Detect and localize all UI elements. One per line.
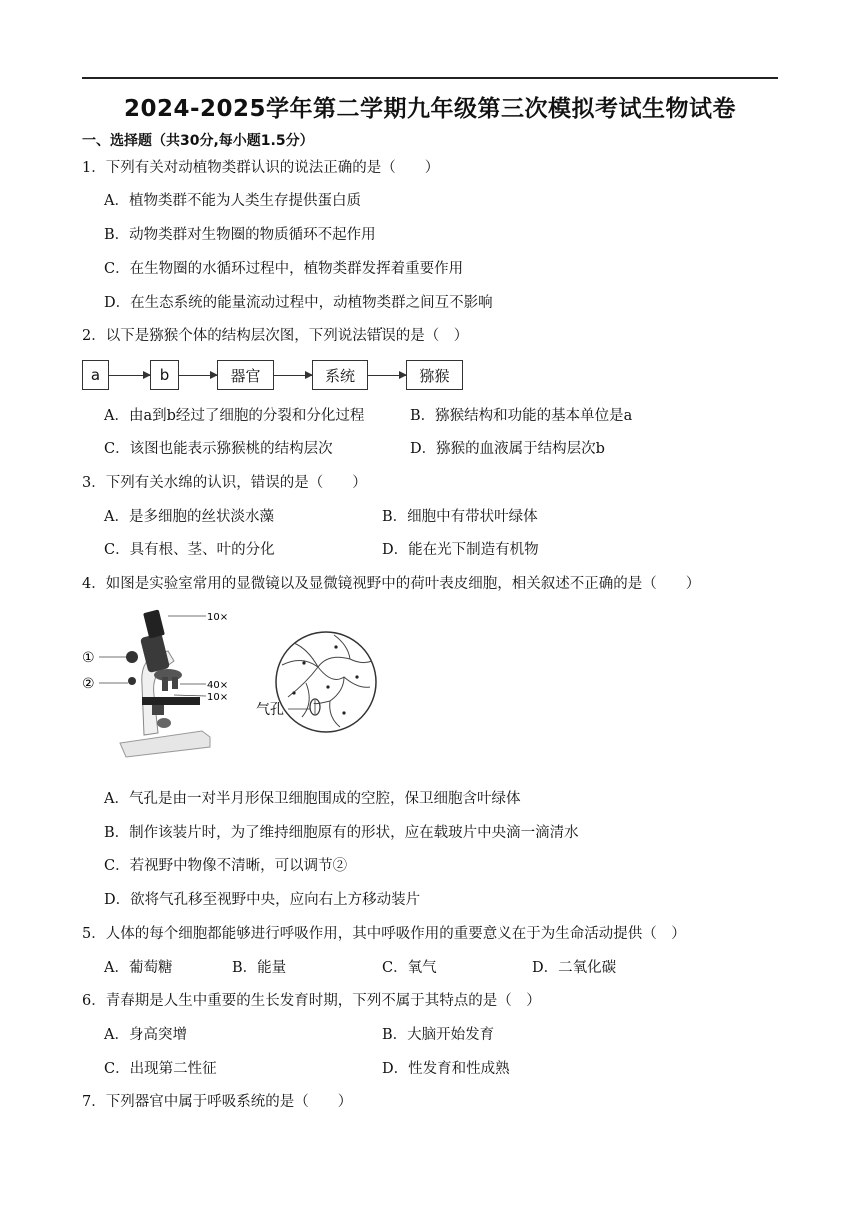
q2-stem-pre: 2．以下是猕猴个体的结构层次图，下列说法 bbox=[82, 328, 367, 344]
question-4-stem: 4．如图是实验室常用的显微镜以及显微镜视野中的荷叶表皮细胞，相关叙述不正确的是（ ） bbox=[82, 576, 701, 592]
q6-option-c: C．出现第二性征 bbox=[104, 1061, 217, 1077]
q5-option-b: B．能量 bbox=[232, 960, 287, 976]
level-box-organ: 器官 bbox=[217, 360, 274, 390]
q1-option-a: A．植物类群不能为人类生存提供蛋白质 bbox=[104, 193, 361, 209]
q3-option-a: A．是多细胞的丝状淡水藻 bbox=[104, 509, 274, 525]
q4-option-c: C．若视野中物像不清晰，可以调节② bbox=[104, 858, 348, 874]
arrow-icon bbox=[274, 375, 312, 376]
q2-stem-emphasis: 错误 bbox=[366, 328, 396, 344]
question-3-stem: 3．下列有关水绵的认识，错误的是（ ） bbox=[82, 475, 367, 491]
q5-option-d: D．二氧化碳 bbox=[532, 960, 617, 976]
level-box-system: 系统 bbox=[312, 360, 368, 390]
q1-option-b: B．动物类群对生物圈的物质循环不起作用 bbox=[104, 227, 376, 243]
q5-option-a: A．葡萄糖 bbox=[104, 960, 173, 976]
epidermis-cell-view bbox=[276, 632, 376, 732]
q6-option-d: D．性发育和性成熟 bbox=[382, 1061, 510, 1077]
q2-option-d: D．猕猴的血液属于结构层次b bbox=[410, 441, 605, 457]
q3-option-d: D．能在光下制造有机物 bbox=[382, 542, 539, 558]
q5-option-c: C．氧气 bbox=[382, 960, 437, 976]
arrow-icon bbox=[109, 375, 150, 376]
q1-option-d: D．在生态系统的能量流动过程中，动植物类群之间互不影响 bbox=[104, 295, 493, 311]
arrow-icon bbox=[368, 375, 406, 376]
objective-high-label: 40× bbox=[207, 680, 229, 691]
structure-level-diagram bbox=[82, 360, 482, 394]
q2-option-c: C．该图也能表示猕猴桃的结构层次 bbox=[104, 441, 333, 457]
q4-option-a: A．气孔是由一对半月形保卫细胞围成的空腔，保卫细胞含叶绿体 bbox=[104, 791, 521, 807]
microscope-figure bbox=[82, 605, 392, 765]
q4-option-d: D．欲将气孔移至视野中央，应向右上方移动装片 bbox=[104, 892, 421, 908]
header-rule bbox=[82, 77, 778, 79]
level-box-a: a bbox=[82, 360, 109, 390]
q2-stem-post: 的是（ ） bbox=[395, 328, 469, 344]
question-5-stem: 5．人体的每个细胞都能够进行呼吸作用，其中呼吸作用的重要意义在于为生命活动提供（ ） bbox=[82, 926, 686, 942]
q1-option-c: C．在生物圈的水循环过程中，植物类群发挥着重要作用 bbox=[104, 261, 464, 277]
microscope-image bbox=[99, 609, 210, 757]
objective-low-label: 10× bbox=[207, 692, 229, 703]
q2-option-a: A．由a到b经过了细胞的分裂和分化过程 bbox=[104, 408, 365, 424]
q4-option-b: B．制作该装片时，为了维持细胞原有的形状，应在载玻片中央滴一滴清水 bbox=[104, 825, 579, 841]
page-title: 2024-2025学年第二学期九年级第三次模拟考试生物试卷 bbox=[123, 96, 737, 122]
level-box-macaque: 猕猴 bbox=[406, 360, 463, 390]
question-7-stem: 7．下列器官中属于呼吸系统的是（ ） bbox=[82, 1094, 353, 1110]
question-1-stem: 1．下列有关对动植物类群认识的说法正确的是（ ） bbox=[82, 160, 440, 176]
question-6-stem: 6．青春期是人生中重要的生长发育时期，下列不属于其特点的是（ ） bbox=[82, 993, 541, 1009]
question-2-stem bbox=[82, 326, 468, 346]
section-heading: 一、选择题（共30分,每小题1.5分） bbox=[82, 133, 314, 149]
level-box-b: b bbox=[150, 360, 179, 390]
q6-option-b: B．大脑开始发育 bbox=[382, 1027, 495, 1043]
q2-option-b: B．猕猴结构和功能的基本单位是a bbox=[410, 408, 633, 424]
q3-option-c: C．具有根、茎、叶的分化 bbox=[104, 542, 275, 558]
knob-label-1: ① bbox=[82, 650, 95, 666]
eyepiece-label: 10× bbox=[207, 612, 229, 623]
stoma-label: 气孔 bbox=[256, 702, 284, 718]
q6-option-a: A．身高突增 bbox=[104, 1027, 187, 1043]
arrow-icon bbox=[179, 375, 217, 376]
knob-label-2: ② bbox=[82, 676, 95, 692]
q3-option-b: B．细胞中有带状叶绿体 bbox=[382, 509, 538, 525]
